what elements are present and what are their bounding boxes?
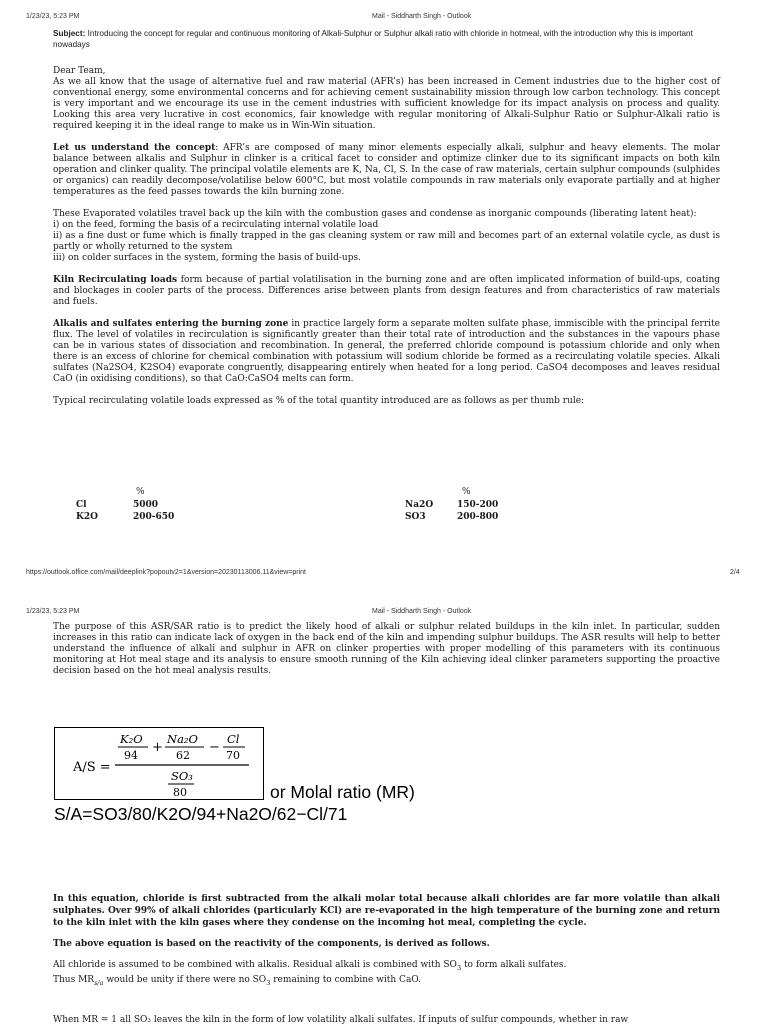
formula-graphic [55, 728, 263, 799]
formula-na2o: Na₂O [167, 732, 198, 746]
table-row: K2O 200-650 [76, 512, 175, 522]
chloride-explanation: In this equation, chloride is first subtracted from the alkali molar total because alkali chlorides are far more volatile than alkali sulphates. Over 99% of alkali chlorides (particularly KCl) are re-evaporated in the high temperature of the burning zone and return to the kiln inlet with the kiln gases where they condense on the incoming hot meal, completing the cycle. [53, 894, 720, 928]
email-body-page2 [53, 893, 720, 998]
recirculating-text: form because of partial volatilisation in the burning zone and are often implicated information of build-ups, coating and blockages in cooler parts of the process. Differences arise between plants from design features and from characteristics of raw materials and fuels. [53, 275, 720, 307]
concept-heading: Let us understand the concept [53, 143, 216, 153]
alkali-sulphur-ratio-formula [54, 727, 264, 800]
greeting: Dear Team, [53, 66, 106, 76]
print-timestamp-page2: 1/23/23, 5:23 PM [26, 608, 80, 615]
table-row: Na2O 150-200 [405, 500, 499, 510]
alkalis-text: in practice largely form a separate molten sulfate phase, immiscible with the principal ferrite flux. The level of volatiles in recirculation is significantly greater than their total rate of introduction and the substances in the vapours phase can be in various states of dissociation and recombination. In general, the preferred chloride compound is potassium chloride and only when there is an excess of chlorine for chemical combination with potassium will sodium chloride be formed as a recirculating volatile species. Alkali sulfates (Na2SO4, K2SO4) evaporate congruently, disappearing entirely when heated for a long period. CaSO4 decomposes and leaves residual CaO (in oxidising conditions), so that CaO:CaSO4 melts can form. [53, 319, 720, 384]
volatiles-paragraph [53, 209, 720, 264]
sulphur-alkali-formula: S/A=SO3/80/K2O/94+Na2O/62−Cl/71 [54, 804, 348, 824]
alkalis-heading: Alkalis and sulfates entering the burning zone [53, 319, 289, 329]
formula-70: 70 [226, 749, 240, 762]
concept-paragraph [53, 143, 720, 198]
asr-purpose-paragraph: The purpose of this ASR/SAR ratio is to predict the likely hood of alkali or sulphur related buildups in the kiln inlet. In particular, sudden increases in this ratio can indicate lack of oxygen in the back end of the kiln and impending sulphur buildups. The ASR results will help to better understand the influence of alkali and sulphur in AFR on clinker properties with proper modelling of this parameters with its continuous monitoring at Hot meal stage and its analysis to ensure smooth running of the Kiln achieving ideal clinker parameters supporting the proactive decision based on the hot meal analysis results. [53, 622, 720, 676]
subject-label: Subject: [53, 29, 86, 38]
volatiles-item-3: iii) on colder surfaces in the system, forming the basis of build-ups. [53, 253, 361, 263]
table-row: Cl 5000 [76, 500, 159, 510]
print-footer-url[interactable]: https://outlook.office.com/mail/deeplink?popoutv2=1&version=20230113006.11&view=print [26, 569, 306, 576]
formula-minus: − [209, 740, 220, 755]
volatiles-item-2: ii) as a fine dust or fume which is finally trapped in the gas cleaning system or raw mill and becomes part of an external volatile cycle, as dust is partly or wholly returned to the system [53, 231, 720, 252]
derivation-heading: The above equation is based on the reactivity of the components, is derived as follows. [53, 939, 490, 949]
recirculating-heading: Kiln Recirculating loads [53, 275, 178, 285]
thumb-rule-paragraph: Typical recirculating volatile loads expressed as % of the total quantity introduced are as follows as per thumb rule: [53, 396, 585, 406]
formula-lhs: A/S = [73, 760, 111, 775]
print-header-title-page2: Mail - Siddharth Singh - Outlook [372, 608, 472, 615]
intro-block [53, 66, 720, 132]
table-row: SO3 200-800 [405, 512, 499, 522]
chloride-assumption: All chloride is assumed to be combined with alkalis. Residual alkali is combined with $SO_3$ to form alkali sulfates. Thus $MR_{s/a}$ would be unity if there were no $SO_3$ remaining to combine with CaO. [53, 960, 567, 987]
formula-62: 62 [176, 749, 190, 762]
concept-text: : AFR’s are composed of many minor elements especially alkali, sulphur and heavy elements. The molar balance between alkalis and Sulphur in clinker is a critical facet to consider and optimize clinker due to its significant impacts on both kiln operation and clinker quality. The principal volatile elements are K, Na, Cl, S. In the case of raw materials, certain sulphur compounds (sulphides or organics) can readily decompose/volatilise below 600°C, but most volatile compounds in raw materials only evaporate partially and at higher temperatures as the feed passes towards the kiln burning zone. [53, 143, 720, 197]
formula-94: 94 [124, 749, 138, 762]
formula-80: 80 [173, 786, 187, 799]
subject-text: Introducing the concept for regular and continuous monitoring of Alkali-Sulphur or Sulphur alkali ratio with chloride in hotmeal, with the introduction why this is important nowadays [53, 29, 693, 49]
print-header-title: Mail - Siddharth Singh - Outlook [372, 13, 472, 20]
formula-plus: + [152, 740, 163, 755]
formula-cl: Cl [227, 732, 240, 746]
volatiles-item-1: i) on the feed, forming the basis of a recirculating internal volatile load [53, 220, 379, 230]
email-body-page1 [53, 66, 720, 418]
recirculating-paragraph [53, 275, 720, 308]
print-timestamp: 1/23/23, 5:23 PM [26, 13, 80, 20]
loads-table-left [76, 499, 174, 523]
intro-paragraph: As we all know that the usage of alternative fuel and raw material (AFR’s) has been increased in Cement industries due to the higher cost of conventional energy, some environmental concerns and for achieving cement sustainability mission through low carbon technology. This concept is very important and we encourage its use in the cement industries with sufficient knowledge for its impact analysis on process and quality. Looking this area very lucrative in cost economics, fair knowledge with regular monitoring of Alkali-Sulphur Ratio or Sulphur-Alkali ratio is required keeping it in the ideal range to make us in Win-Win situation. [53, 77, 720, 131]
formula-so3: SO₃ [171, 769, 193, 783]
loads-table-right [405, 499, 498, 523]
volatiles-intro: These Evaporated volatiles travel back up the kiln with the combustion gases and condense as inorganic compounds (liberating latent heat): [53, 209, 697, 219]
cutoff-line: When MR = 1 all SO₃ leaves the kiln in the form of low volatility alkali sulfates. If inputs of sulfur compounds, whether in raw [53, 1015, 629, 1025]
alkalis-paragraph [53, 319, 720, 385]
loads-table-right-pct-header: % [462, 487, 471, 497]
print-page-number: 2/4 [730, 569, 740, 576]
loads-table-left-pct-header: % [136, 487, 145, 497]
email-subject [53, 28, 693, 50]
molal-ratio-label: or Molal ratio (MR) [270, 782, 415, 802]
formula-k2o: K₂O [120, 732, 143, 746]
